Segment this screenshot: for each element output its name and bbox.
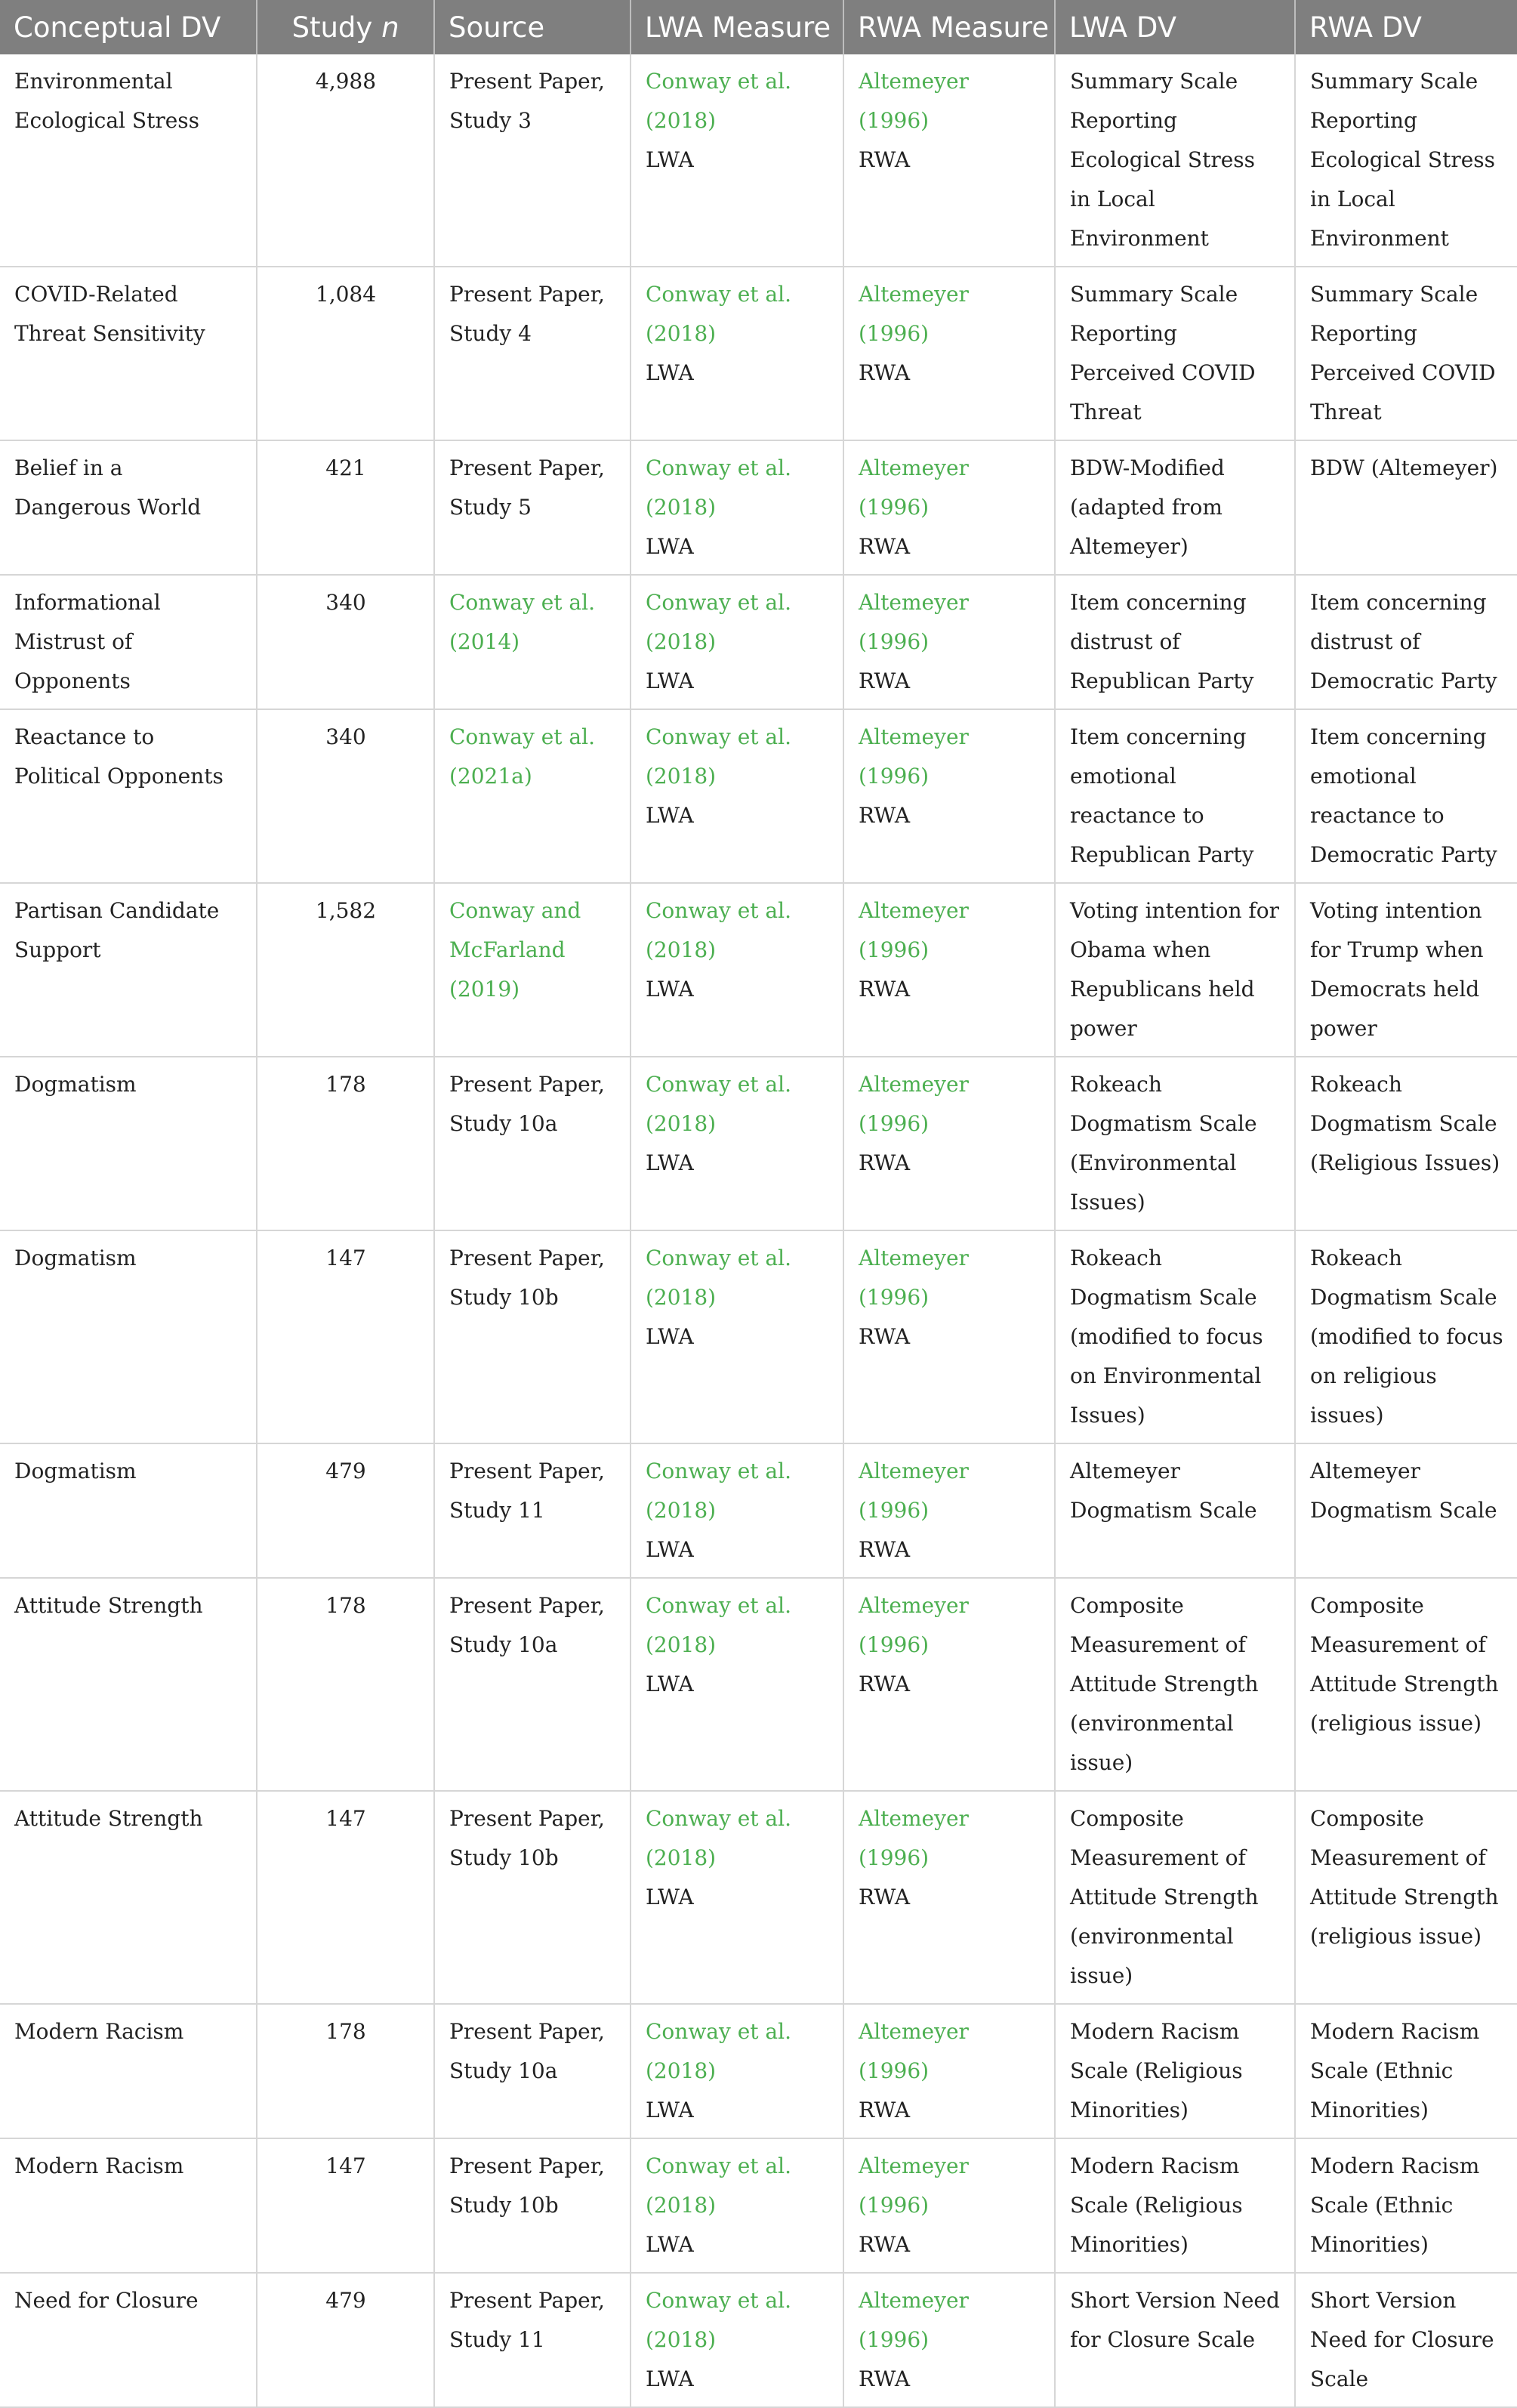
cell-lwa-dv: Modern Racism Scale (Religious Minorities) [1055,2138,1295,2273]
rwa-measure-tag: RWA [859,360,911,385]
cell-rwa-dv: Item concerning emotional reactance to Democratic Party [1295,709,1517,883]
cell-conceptual-dv: Attitude Strength [0,1791,257,2004]
cell-lwa-measure [631,575,843,709]
cell-conceptual-dv: Informational Mistrust of Opponents [0,575,257,709]
lwa-measure-tag: LWA [646,1150,694,1175]
rwa-measure-tag: RWA [859,803,911,828]
cell-lwa-measure [631,709,843,883]
cell-study-n: 147 [257,1791,434,2004]
lwa-reference-link[interactable]: Conway et al. (2018) [646,724,791,789]
cell-rwa-measure [843,1443,1055,1578]
cell-rwa-measure [843,2004,1055,2138]
cell-study-n: 147 [257,2138,434,2273]
cell-source: Present Paper, Study 10a [434,1578,631,1791]
lwa-reference-link[interactable]: Conway et al. (2018) [646,1459,791,1523]
rwa-measure-tag: RWA [859,977,911,1002]
cell-rwa-dv: Rokeach Dogmatism Scale (modified to focus on religious issues) [1295,1230,1517,1443]
cell-lwa-dv: Summary Scale Reporting Perceived COVID Threat [1055,267,1295,440]
cell-lwa-measure [631,1443,843,1578]
cell-lwa-dv: Composite Measurement of Attitude Strength (environmental issue) [1055,1578,1295,1791]
cell-lwa-measure [631,2138,843,2273]
cell-lwa-measure [631,267,843,440]
lwa-measure-tag: LWA [646,977,694,1002]
rwa-measure-tag: RWA [859,1885,911,1909]
table-row [0,1230,1517,1443]
cell-rwa-measure [843,883,1055,1057]
rwa-measure-tag: RWA [859,1324,911,1349]
rwa-measure-tag: RWA [859,2366,911,2391]
cell-rwa-measure [843,1791,1055,2004]
cell-lwa-measure [631,2273,843,2407]
table-row [0,575,1517,709]
cell-conceptual-dv: Need for Closure [0,2273,257,2407]
rwa-measure-tag: RWA [859,2232,911,2257]
lwa-measure-tag: LWA [646,534,694,559]
lwa-measure-tag: LWA [646,1672,694,1696]
header-lwa-dv: LWA DV [1055,0,1295,54]
lwa-reference-link[interactable]: Conway et al. (2018) [646,898,791,962]
table-row [0,1057,1517,1230]
cell-source: Present Paper, Study 11 [434,2273,631,2407]
cell-lwa-measure [631,1578,843,1791]
cell-lwa-dv: Composite Measurement of Attitude Strength (environmental issue) [1055,1791,1295,2004]
cell-conceptual-dv: Dogmatism [0,1057,257,1230]
lwa-reference-link[interactable]: Conway et al. (2018) [646,1072,791,1136]
cell-rwa-measure [843,575,1055,709]
cell-lwa-dv: Rokeach Dogmatism Scale (Environmental Issues) [1055,1057,1295,1230]
cell-conceptual-dv: Partisan Candidate Support [0,883,257,1057]
cell-lwa-measure [631,1791,843,2004]
cell-source: Present Paper, Study 10a [434,1057,631,1230]
table-row [0,54,1517,267]
cell-lwa-measure [631,440,843,575]
header-source: Source [434,0,631,54]
cell-rwa-measure [843,2138,1055,2273]
lwa-reference-link[interactable]: Conway et al. (2018) [646,455,791,520]
header-rwa-dv: RWA DV [1295,0,1517,54]
rwa-reference-link[interactable]: Altemeyer (1996) [859,2153,969,2218]
cell-lwa-dv: Altemeyer Dogmatism Scale [1055,1443,1295,1578]
cell-lwa-measure [631,1057,843,1230]
cell-lwa-dv: Item concerning distrust of Republican Party [1055,575,1295,709]
cell-source: Present Paper, Study 4 [434,267,631,440]
header-n-italic: n [381,11,399,44]
cell-lwa-dv: Summary Scale Reporting Ecological Stress in Local Environment [1055,54,1295,267]
rwa-reference-link[interactable]: Altemeyer (1996) [859,2288,969,2352]
cell-rwa-dv: Item concerning distrust of Democratic Party [1295,575,1517,709]
cell-source: Present Paper, Study 10a [434,2004,631,2138]
rwa-reference-link[interactable]: Altemeyer (1996) [859,898,969,962]
cell-rwa-dv: Rokeach Dogmatism Scale (Religious Issues) [1295,1057,1517,1230]
cell-conceptual-dv: Attitude Strength [0,1578,257,1791]
cell-conceptual-dv: COVID-Related Threat Sensitivity [0,267,257,440]
rwa-reference-link[interactable]: Altemeyer (1996) [859,1459,969,1523]
lwa-reference-link[interactable]: Conway et al. (2018) [646,1806,791,1870]
cell-rwa-dv: Summary Scale Reporting Perceived COVID Threat [1295,267,1517,440]
cell-study-n: 1,084 [257,267,434,440]
table-row [0,1791,1517,2004]
cell-lwa-dv: Item concerning emotional reactance to Republican Party [1055,709,1295,883]
cell-source: Present Paper, Study 3 [434,54,631,267]
cell-source[interactable]: Conway et al. (2014) [434,575,631,709]
rwa-reference-link[interactable]: Altemeyer (1996) [859,1246,969,1310]
table-row [0,2004,1517,2138]
cell-study-n: 340 [257,709,434,883]
lwa-reference-link[interactable]: Conway et al. (2018) [646,2019,791,2083]
rwa-reference-link[interactable]: Altemeyer (1996) [859,69,969,133]
cell-rwa-measure [843,1578,1055,1791]
lwa-measure-tag: LWA [646,360,694,385]
cell-rwa-measure [843,2273,1055,2407]
lwa-measure-tag: LWA [646,2232,694,2257]
rwa-reference-link[interactable]: Altemeyer (1996) [859,590,969,654]
cell-lwa-measure [631,2004,843,2138]
cell-rwa-dv: Modern Racism Scale (Ethnic Minorities) [1295,2138,1517,2273]
rwa-reference-link[interactable]: Altemeyer (1996) [859,2019,969,2083]
cell-study-n: 178 [257,1578,434,1791]
rwa-reference-link[interactable]: Altemeyer (1996) [859,282,969,346]
cell-source[interactable]: Conway and McFarland (2019) [434,883,631,1057]
header-study-label: Study [291,11,382,44]
lwa-measure-tag: LWA [646,1324,694,1349]
table-row [0,1578,1517,1791]
cell-study-n: 479 [257,2273,434,2407]
rwa-reference-link[interactable]: Altemeyer (1996) [859,455,969,520]
cell-rwa-dv: Composite Measurement of Attitude Strength (religious issue) [1295,1578,1517,1791]
table-row [0,440,1517,575]
cell-conceptual-dv: Modern Racism [0,2138,257,2273]
table-body [0,54,1517,2407]
cell-lwa-measure [631,1230,843,1443]
cell-rwa-measure [843,267,1055,440]
table-row [0,709,1517,883]
cell-study-n: 340 [257,575,434,709]
rwa-measure-tag: RWA [859,147,911,172]
header-row [0,0,1517,54]
cell-lwa-dv: Modern Racism Scale (Religious Minorities) [1055,2004,1295,2138]
cell-rwa-measure [843,709,1055,883]
rwa-reference-link[interactable]: Altemeyer (1996) [859,724,969,789]
cell-rwa-dv: Altemeyer Dogmatism Scale [1295,1443,1517,1578]
lwa-reference-link[interactable]: Conway et al. (2018) [646,2288,791,2352]
cell-source: Present Paper, Study 5 [434,440,631,575]
table-row [0,883,1517,1057]
cell-source[interactable]: Conway et al. (2021a) [434,709,631,883]
lwa-reference-link[interactable]: Conway et al. (2018) [646,69,791,133]
cell-rwa-measure [843,1057,1055,1230]
lwa-measure-tag: LWA [646,668,694,693]
cell-rwa-dv: Composite Measurement of Attitude Strength (religious issue) [1295,1791,1517,2004]
cell-study-n: 421 [257,440,434,575]
cell-study-n: 4,988 [257,54,434,267]
cell-rwa-measure [843,1230,1055,1443]
cell-rwa-dv: Short Version Need for Closure Scale [1295,2273,1517,2407]
cell-conceptual-dv: Reactance to Political Opponents [0,709,257,883]
cell-rwa-dv: Voting intention for Trump when Democrats held power [1295,883,1517,1057]
cell-study-n: 178 [257,1057,434,1230]
cell-study-n: 147 [257,1230,434,1443]
rwa-reference-link[interactable]: Altemeyer (1996) [859,1072,969,1136]
header-rwa-measure: RWA Measure [843,0,1055,54]
rwa-measure-tag: RWA [859,1150,911,1175]
lwa-reference-link[interactable]: Conway et al. (2018) [646,590,791,654]
cell-lwa-measure [631,54,843,267]
lwa-measure-tag: LWA [646,147,694,172]
header-study-n [257,0,434,54]
header-lwa-measure: LWA Measure [631,0,843,54]
cell-study-n: 479 [257,1443,434,1578]
cell-lwa-dv: BDW-Modified (adapted from Altemeyer) [1055,440,1295,575]
cell-lwa-dv: Voting intention for Obama when Republicans held power [1055,883,1295,1057]
cell-source: Present Paper, Study 10b [434,1791,631,2004]
cell-conceptual-dv: Modern Racism [0,2004,257,2138]
cell-lwa-measure [631,883,843,1057]
cell-rwa-measure [843,440,1055,575]
table-row [0,267,1517,440]
header-conceptual-dv: Conceptual DV [0,0,257,54]
cell-source: Present Paper, Study 10b [434,1230,631,1443]
cell-rwa-dv: Summary Scale Reporting Ecological Stress in Local Environment [1295,54,1517,267]
cell-study-n: 1,582 [257,883,434,1057]
cell-rwa-measure [843,54,1055,267]
lwa-reference-link[interactable]: Conway et al. (2018) [646,2153,791,2218]
lwa-reference-link[interactable]: Conway et al. (2018) [646,282,791,346]
rwa-measure-tag: RWA [859,534,911,559]
cell-source: Present Paper, Study 10b [434,2138,631,2273]
cell-rwa-dv: BDW (Altemeyer) [1295,440,1517,575]
cell-conceptual-dv: Dogmatism [0,1443,257,1578]
lwa-reference-link[interactable]: Conway et al. (2018) [646,1593,791,1657]
lwa-measure-tag: LWA [646,803,694,828]
cell-source: Present Paper, Study 11 [434,1443,631,1578]
lwa-measure-tag: LWA [646,2366,694,2391]
lwa-measure-tag: LWA [646,1537,694,1562]
rwa-measure-tag: RWA [859,1672,911,1696]
table-row [0,2273,1517,2407]
rwa-measure-tag: RWA [859,1537,911,1562]
lwa-measure-tag: LWA [646,1885,694,1909]
table-header [0,0,1517,54]
rwa-reference-link[interactable]: Altemeyer (1996) [859,1806,969,1870]
rwa-reference-link[interactable]: Altemeyer (1996) [859,1593,969,1657]
cell-conceptual-dv: Environmental Ecological Stress [0,54,257,267]
table-row [0,1443,1517,1578]
cell-conceptual-dv: Belief in a Dangerous World [0,440,257,575]
rwa-measure-tag: RWA [859,668,911,693]
table-row [0,2138,1517,2273]
cell-study-n: 178 [257,2004,434,2138]
lwa-measure-tag: LWA [646,2098,694,2122]
cell-conceptual-dv: Dogmatism [0,1230,257,1443]
cell-lwa-dv: Short Version Need for Closure Scale [1055,2273,1295,2407]
rwa-measure-tag: RWA [859,2098,911,2122]
cell-rwa-dv: Modern Racism Scale (Ethnic Minorities) [1295,2004,1517,2138]
lwa-reference-link[interactable]: Conway et al. (2018) [646,1246,791,1310]
cell-lwa-dv: Rokeach Dogmatism Scale (modified to focus on Environmental Issues) [1055,1230,1295,1443]
